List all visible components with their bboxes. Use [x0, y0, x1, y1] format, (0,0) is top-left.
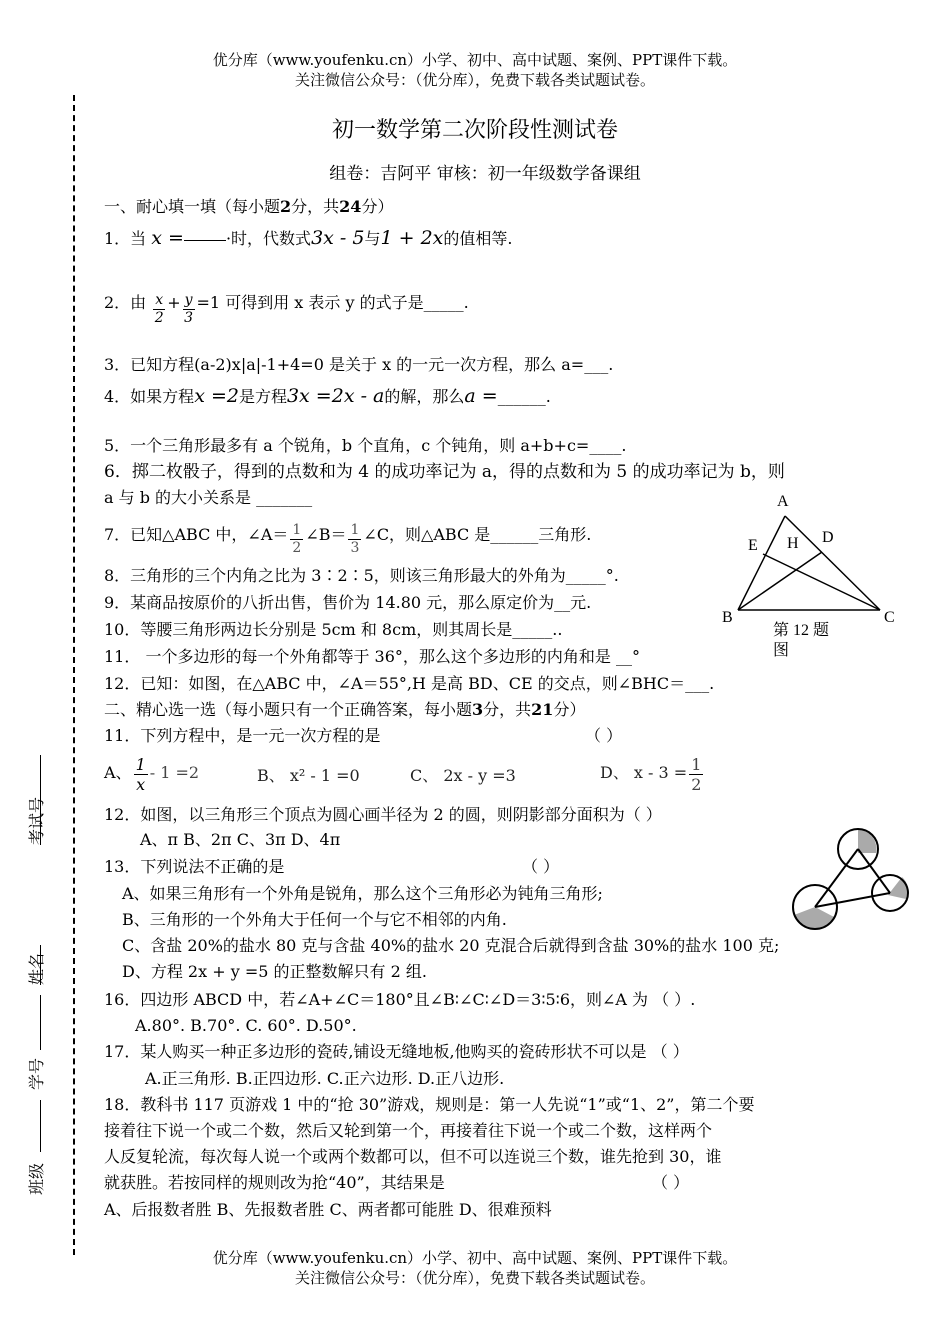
circles-figure — [790, 825, 920, 930]
question-10: 10．等腰三角形两边长分别是 5cm 和 8cm，则其周长是_____.. — [104, 620, 563, 639]
choice-q13-option-b: B、三角形的一个外角大于任何一个与它不相邻的内角. — [122, 910, 507, 929]
question-1: 1．当 x = ·时，代数式3x - 5与1 + 2x的值相等. — [104, 227, 513, 249]
triangle-figure-12 — [710, 488, 910, 663]
question-2: 2．由 $\frac{x}{2}$ + $\frac{y}{3}$ =1 可得到用 x 表示 y 的式子是_____. — [104, 292, 469, 326]
sidebar-exam-no-line — [40, 755, 41, 845]
choice-q13-stem: 13．下列说法不正确的是 — [104, 857, 285, 876]
choice-q11-option-a: A、 $\frac{1}{x}$ - 1 =2 — [104, 755, 200, 795]
question-4: 4．如果方程x =2是方程3x =2x - a的解，那么a =______. — [104, 385, 551, 407]
header-line-1: 优分库（www.youfenku.cn）小学、初中、高中试题、案例、PPT课件下载。 — [212, 51, 738, 69]
choice-q12-options: A、π B、2π C、3π D、4π — [140, 830, 341, 849]
fig12-label-B: B — [722, 609, 733, 626]
fig12-label-A: A — [777, 493, 789, 510]
choice-q13-option-d: D、方程 2x + y =5 的正整数解只有 2 组. — [122, 962, 427, 981]
section1-heading: 一、耐心填一填（每小题2分，共24分） — [104, 197, 394, 216]
choice-q11-option-b: B、 x² - 1 =0 — [257, 766, 360, 785]
header-line-2: 关注微信公众号：（优分库），免费下载各类试题试卷。 — [294, 71, 655, 89]
choice-q16-stem: 16．四边形 ABCD 中，若∠A+∠C＝180°且∠B∶∠C∶∠D＝3∶5∶6，则∠A 为 （ ）. — [104, 990, 696, 1009]
question-9: 9．某商品按原价的八折出售，售价为 14.80 元，那么原定价为__元. — [104, 593, 592, 612]
fig12-caption-2: 图 — [773, 642, 790, 659]
choice-q18-options: A、后报数者胜 B、先报数者胜 C、两者都可能胜 D、很难预料 — [104, 1200, 552, 1219]
question-8: 8．三角形的三个内角之比为 3∶2∶5，则该三角形最大的外角为_____°. — [104, 566, 619, 585]
section2-heading: 二、精心选一选（每小题只有一个正确答案，每小题3分，共21分） — [104, 700, 586, 719]
choice-q12-stem: 12．如图，以三角形三个顶点为圆心画半径为 2 的圆，则阴影部分面积为（ ） — [104, 805, 662, 824]
fig12-label-C: C — [884, 609, 895, 626]
fig12-label-H: H — [787, 535, 799, 552]
choice-q18-line-1: 18．教科书 117 页游戏 1 中的“抢 30”游戏，规则是：第一人先说“1”或“1、2”，第二个要 — [104, 1095, 755, 1114]
page-subtitle: 组卷：吉阿平 审核：初一年级数学备课组 — [329, 164, 641, 184]
choice-q16-options: A.80°. B.70°. C. 60°. D.50°. — [135, 1016, 357, 1035]
choice-q18-line-3: 人反复轮流，每次每人说一个或两个数都可以，但不可以连说三个数，谁先抢到 30，谁 — [104, 1147, 722, 1166]
sidebar-name-line — [40, 945, 41, 985]
sidebar-name: 姓名 — [27, 952, 46, 985]
sidebar-student-no: 学号 — [27, 1057, 46, 1090]
question-6-line-2: a 与 b 的大小关系是 _______ — [104, 488, 313, 507]
fig12-caption-1: 第 12 题 — [773, 622, 830, 639]
page-title: 初一数学第二次阶段性测试卷 — [331, 118, 618, 143]
choice-q11-stem: 11．下列方程中，是一元一次方程的是 — [104, 726, 381, 745]
choice-q11-option-d: D、 x - 3 = $\frac{1}{2}$ — [600, 755, 702, 795]
choice-q17-stem: 17．某人购买一种正多边形的瓷砖,铺设无缝地板,他购买的瓷砖形状不可以是 （ ） — [104, 1042, 689, 1061]
choice-q18-line-2: 接着往下说一个或二个数，然后又轮到第一个，再接着往下说一个或二个数，这样两个 — [104, 1121, 713, 1140]
binding-dashed-line — [73, 95, 75, 1255]
footer-line-1: 优分库（www.youfenku.cn）小学、初中、高中试题、案例、PPT课件下载。 — [212, 1249, 738, 1267]
choice-q17-options: A.正三角形. B.正四边形. C.正六边形. D.正八边形. — [145, 1069, 505, 1088]
choice-q11-option-c: C、 2x - y =3 — [410, 766, 516, 785]
question-6-line-1: 6．掷二枚骰子，得到的点数和为 4 的成功率记为 a，得的点数和为 5 的成功率记为 b，则 — [104, 462, 785, 482]
question-12-fill: 12．已知：如图，在△ABC 中，∠A＝55°,H 是高 BD、CE 的交点，则∠BHC＝___. — [104, 674, 715, 693]
choice-q18-paren: （ ） — [652, 1173, 690, 1192]
sidebar-exam-no: 考试号 — [27, 796, 46, 845]
fig12-label-D: D — [822, 529, 834, 546]
choice-q11-paren: （ ） — [585, 726, 623, 745]
choice-q13-option-c: C、含盐 20%的盐水 80 克与含盐 40%的盐水 20 克混合后就得到含盐 30%的盐水 100 克; — [122, 936, 780, 955]
sidebar-student-no-line — [40, 995, 41, 1050]
question-5: 5．一个三角形最多有 a 个锐角，b 个直角，c 个钝角，则 a+b+c=____. — [104, 436, 627, 455]
sidebar-class-line — [40, 1100, 41, 1152]
choice-q13-option-a: A、如果三角形有一个外角是锐角，那么这个三角形必为钝角三角形; — [122, 884, 603, 903]
choice-q18-line-4: 就获胜。若按同样的规则改为抢“40”，其结果是 — [104, 1173, 445, 1192]
question-7: 7．已知△ABC 中，∠A＝ $\frac{1}{2}$ ∠B＝ $\frac{1}{3}$ ∠C，则△ABC 是______三角形. — [104, 522, 592, 556]
fig12-label-E: E — [748, 537, 758, 554]
choice-q13-paren: （ ） — [522, 857, 560, 876]
sidebar-class: 班级 — [27, 1162, 46, 1195]
footer-line-2: 关注微信公众号：（优分库），免费下载各类试题试卷。 — [294, 1269, 655, 1287]
question-11-fill: 11． 一个多边形的每一个外角都等于 36°，那么这个多边形的内角和是 __° — [104, 647, 640, 666]
question-3: 3．已知方程(a-2)x|a|-1+4=0 是关于 x 的一元一次方程，那么 a=___. — [104, 355, 614, 374]
